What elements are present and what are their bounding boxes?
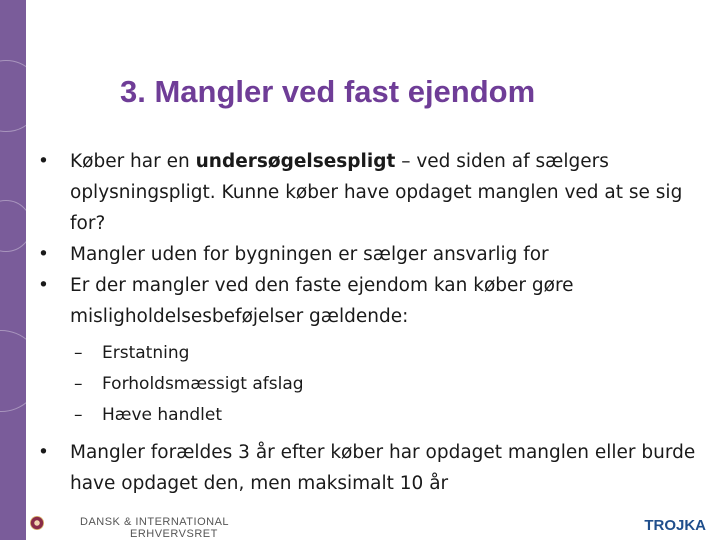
bullet-text: Mangler uden for bygningen er sælger ansvarlig for	[70, 244, 549, 265]
bullet-list	[38, 146, 703, 499]
sub-item	[38, 400, 703, 431]
bullet-item	[38, 437, 703, 499]
decorative-circle	[0, 330, 42, 412]
bullet-item	[38, 146, 703, 239]
bullet-icon: •	[38, 151, 49, 172]
sub-item-text: Forholdsmæssigt afslag	[102, 374, 304, 394]
footer-logo	[80, 516, 229, 540]
bullet-text: Er der mangler ved den faste ejendom kan køber gøre misligholdelsesbeføjelser gældende:	[70, 275, 574, 327]
decorative-circle	[0, 200, 32, 252]
bullet-icon: •	[38, 442, 49, 463]
dash-icon: –	[74, 405, 83, 425]
trojka-brand-logo: TROJKA	[644, 517, 706, 534]
sub-item	[38, 338, 703, 369]
bullet-item	[38, 239, 703, 270]
left-decorative-bar	[0, 0, 26, 540]
dash-icon: –	[74, 343, 83, 363]
sub-item-text: Hæve handlet	[102, 405, 223, 425]
bullet-item	[38, 270, 703, 332]
bullet-icon: •	[38, 244, 49, 265]
dash-icon: –	[74, 374, 83, 394]
bullet-text: Mangler forældes 3 år efter køber har opdaget manglen eller burde have opdaget den, men maksimalt 10 år	[70, 442, 696, 494]
sub-item	[38, 369, 703, 400]
decorative-circle	[0, 60, 42, 132]
bullet-icon: •	[38, 275, 49, 296]
slide-title: 3. Mangler ved fast ejendom	[120, 74, 536, 109]
bullet-text: Køber har en	[70, 151, 196, 172]
footer-logo-line-2: ERHVERVSRET	[130, 528, 218, 540]
bullet-bold-term: undersøgelsespligt	[195, 151, 396, 172]
bullet-text: – ved siden af sælgers oplysningspligt. Kunne køber have opdaget manglen ved at se sig for?	[70, 151, 683, 234]
footer-logo-line-1: DANSK & INTERNATIONAL	[80, 516, 230, 528]
sub-item-text: Erstatning	[102, 343, 190, 363]
sub-list	[38, 338, 703, 431]
university-seal-icon	[30, 516, 44, 530]
